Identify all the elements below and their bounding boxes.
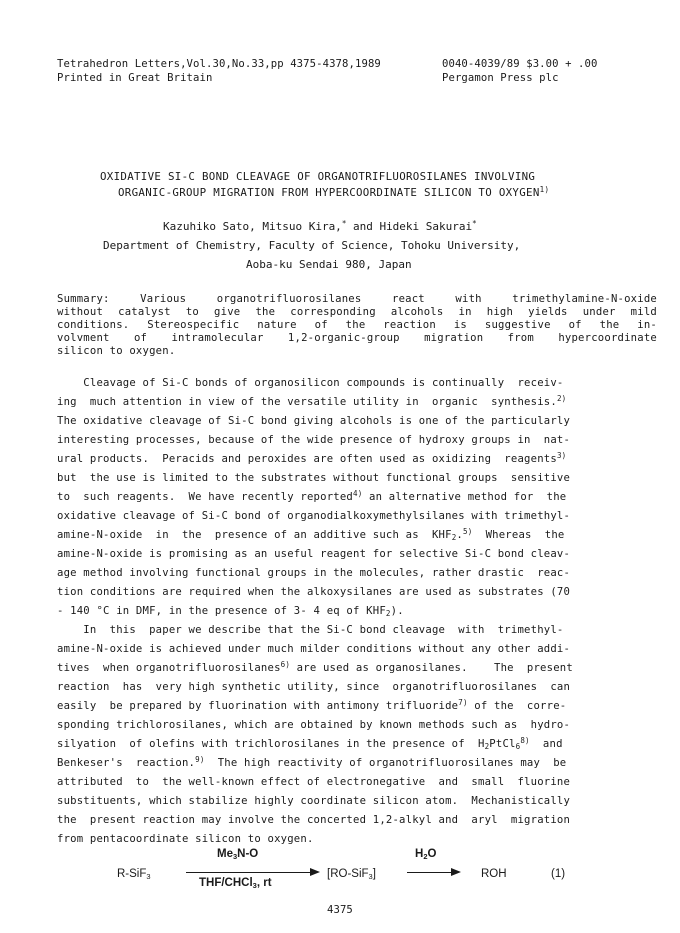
body-line: ing much attention in view of the versatile utility in organic synthesis.$^{2)}$	[57, 394, 567, 408]
body-line: the present reaction may involve the concerted 1,2-alkyl and aryl migration	[57, 814, 571, 826]
equation-reactant: R-SiF$_3$	[117, 868, 151, 881]
summary-line: volvment of intramolecular 1,2-organic-group migration from hypercoordinate	[57, 332, 657, 344]
body-line: Benkeser's reaction.$^{9)}$ The high reactivity of organotrifluorosilanes may be	[57, 755, 567, 769]
body-line: attributed to the well-known effect of electronegative and small fluorine	[57, 776, 571, 788]
body-line: - 140 °C in DMF, in the presence of 3- 4 eq of $KHF_2$).	[57, 605, 404, 618]
body-line: The oxidative cleavage of Si-C bond giving alcohols is one of the particularly	[57, 415, 571, 427]
equation-number: (1)	[551, 868, 566, 880]
body-line: interesting processes, because of the wide presence of hydroxy groups in nat-	[57, 434, 571, 446]
body-line: but the use is limited to the substrates without functional groups sensitive	[57, 472, 571, 484]
body-line: from pentacoordinate silicon to oxygen.	[57, 833, 314, 845]
summary-line: Summary: Various organotrifluorosilanes react with trimethylamine-N-oxide	[57, 293, 657, 305]
issn-price: 0040-4039/89 $3.00 + .00	[442, 58, 598, 70]
body-line: amine-N-oxide in the presence of an additive such as $KHF_2.^{5)}$ Whereas the	[57, 527, 565, 542]
reaction-arrow-2-head	[451, 868, 461, 876]
body-line: Cleavage of Si-C bonds of organosilicon compounds is continually receiv-	[57, 377, 564, 389]
body-line: tion conditions are required when the alkoxysilanes are used as substrates (70	[57, 586, 571, 598]
body-line: amine-N-oxide is achieved under much milder conditions without any other addi-	[57, 643, 571, 655]
body-line: ural products. Peracids and peroxides are often used as oxidizing reagents$^{3)}$	[57, 451, 567, 465]
printed-in: Printed in Great Britain	[57, 72, 213, 84]
body-line: silyation of olefins with trichlorosilanes in the presence of $H_2PtCl_6^{8)}$ and	[57, 736, 563, 751]
body-line: easily be prepared by fluorination with antimony trifluoride$^{7)}$ of the corre-	[57, 698, 567, 712]
reaction-arrow-2	[407, 872, 453, 873]
body-line: age method involving functional groups in the molecules, rather drastic reac-	[57, 567, 571, 579]
journal-citation: Tetrahedron Letters,Vol.30,No.33,pp 4375-4378,1989	[57, 58, 381, 70]
body-line: amine-N-oxide is promising as an useful reagent for selective Si-C bond cleav-	[57, 548, 571, 560]
page-number: 4375	[327, 904, 353, 916]
reaction-arrow-1	[186, 872, 312, 873]
publisher: Pergamon Press plc	[442, 72, 559, 84]
summary-line: without catalyst to give the corresponding alcohols in high yields under mild	[57, 306, 657, 318]
body-line: In this paper we describe that the Si-C bond cleavage with trimethyl-	[57, 624, 564, 636]
title-line-2: ORGANIC-GROUP MIGRATION FROM HYPERCOORDINATE SILICON TO OXYGEN$^{1)}$	[118, 185, 550, 199]
summary-line: conditions. Stereospecific nature of the reaction is suggestive of the in-	[57, 319, 657, 331]
equation-product: ROH	[481, 868, 507, 880]
body-line: substituents, which stabilize highly coordinate silicon atom. Mechanistically	[57, 795, 571, 807]
authors: Kazuhiko Sato, Mitsuo Kira,* and Hideki Sakurai*	[163, 219, 477, 233]
equation-reagent-bottom: THF/CHCl$_3$, rt	[199, 877, 272, 890]
equation-reagent-2: $H_2O$	[415, 848, 437, 861]
body-line: reaction has very high synthetic utility, since organotrifluorosilanes can	[57, 681, 571, 693]
title-line-1: OXIDATIVE SI-C BOND CLEAVAGE OF ORGANOTRIFLUOROSILANES INVOLVING	[100, 170, 536, 183]
reaction-arrow-1-head	[310, 868, 320, 876]
body-line: to such reagents. We have recently reported$^{4)}$ an alternative method for the	[57, 489, 567, 503]
body-line: tives when organotrifluorosilanes$^{6)}$ are used as organosilanes. The present	[57, 660, 573, 674]
body-line: oxidative cleavage of Si-C bond of organodialkoxymethylsilanes with trimethyl-	[57, 510, 571, 522]
affiliation-line-1: Department of Chemistry, Faculty of Science, Tohoku University,	[103, 239, 521, 252]
affiliation-line-2: Aoba-ku Sendai 980, Japan	[246, 258, 412, 271]
equation-intermediate: [RO-SiF$_3$]	[327, 868, 376, 881]
summary-line: silicon to oxygen.	[57, 345, 176, 357]
equation-reagent-top: $Me_3N-O$	[217, 848, 259, 861]
body-line: sponding trichlorosilanes, which are obtained by known methods such as hydro-	[57, 719, 571, 731]
